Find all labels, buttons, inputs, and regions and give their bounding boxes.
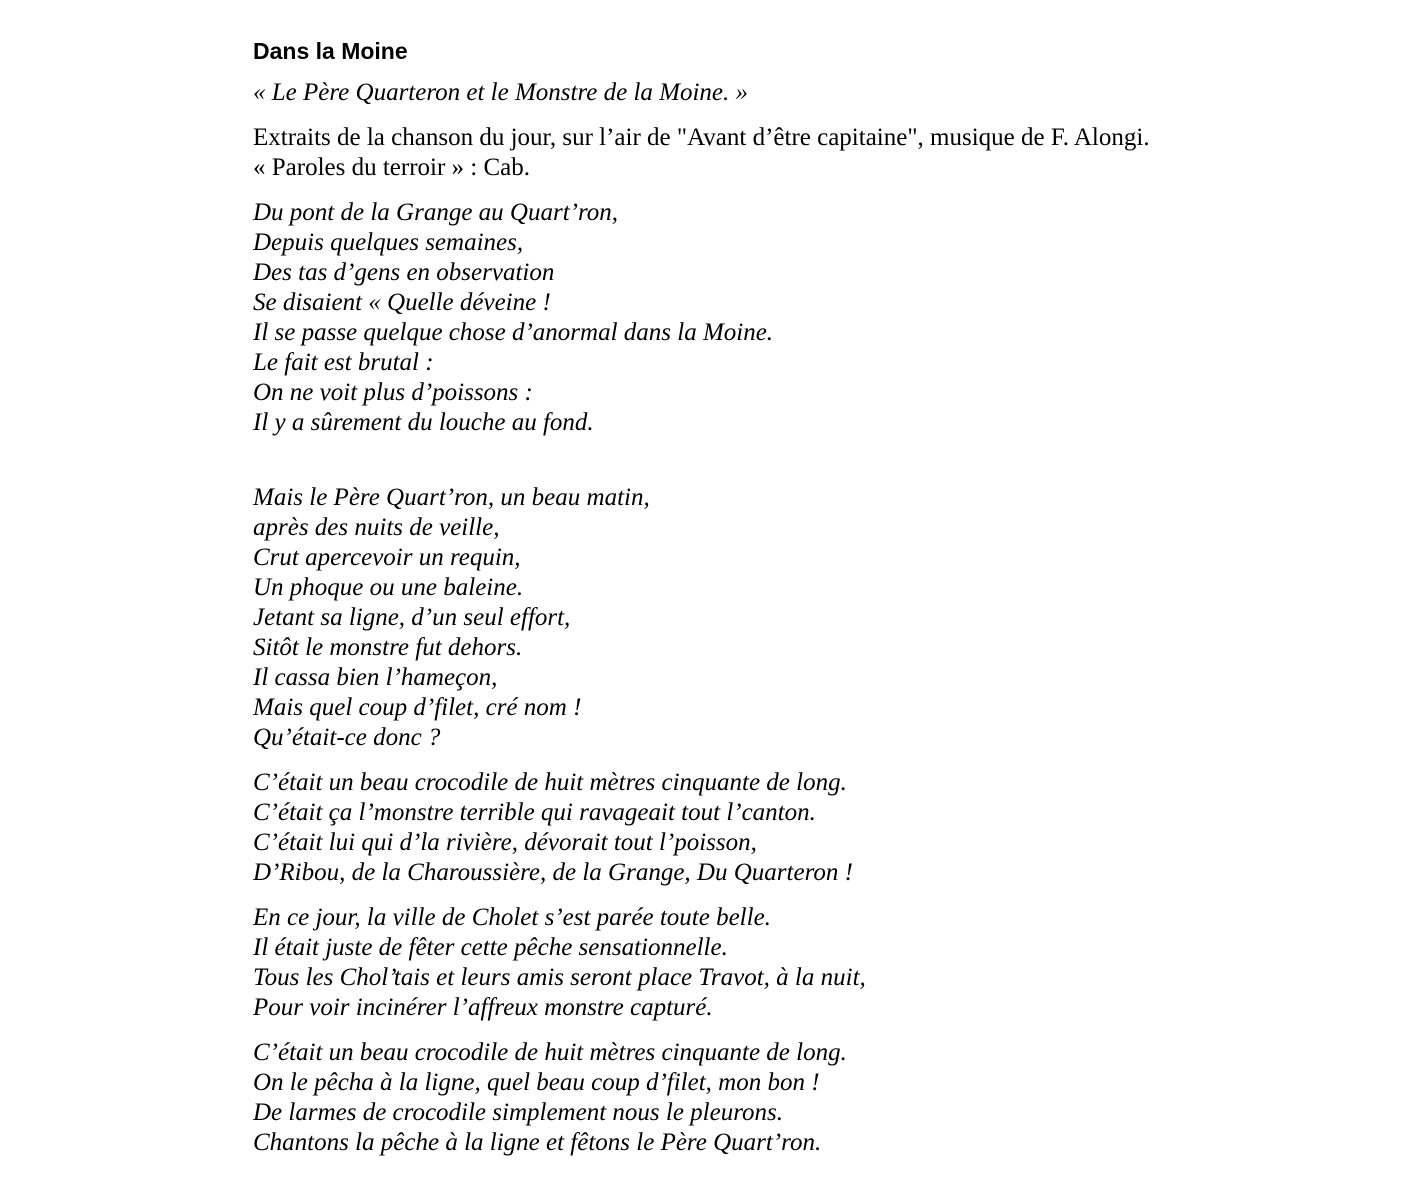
document-page [253,34,1373,1173]
intro-line: Extraits de la chanson du jour, sur l’air de "Avant d’être capitaine", musique de F. Alongi. [253,124,1150,151]
verse-line: Se disaient « Quelle déveine ! [253,289,551,316]
stanza-3 [253,768,1373,888]
verse-line: Des tas d’gens en observation [253,259,555,286]
verse-line: Tous les Chol’tais et leurs amis seront place Travot, à la nuit, [253,964,866,991]
verse-line: C’était ça l’monstre terrible qui ravageait tout l’canton. [253,799,816,826]
verse-line: Qu’était-ce donc ? [253,724,441,751]
verse-line: Depuis quelques semaines, [253,229,524,256]
verse-line: C’était lui qui d’la rivière, dévorait tout l’poisson, [253,829,757,856]
verse-line: Un phoque ou une baleine. [253,574,524,601]
verse-line: D’Ribou, de la Charoussière, de la Grange, Du Quarteron ! [253,859,853,886]
song-subtitle: « Le Père Quarteron et le Monstre de la Moine. » [253,79,749,106]
stanza-2 [253,483,1373,753]
intro-paragraph [253,123,1373,183]
stanza-5 [253,1038,1373,1158]
verse-line: Pour voir incinérer l’affreux monstre capturé. [253,994,713,1021]
verse-line: Jetant sa ligne, d’un seul effort, [253,604,571,631]
stanza-spacer [253,438,1373,468]
verse-line: Chantons la pêche à la ligne et fêtons le Père Quart’ron. [253,1129,822,1156]
verse-line: Il y a sûrement du louche au fond. [253,409,594,436]
verse-line: On le pêcha à la ligne, quel beau coup d’filet, mon bon ! [253,1069,820,1096]
page-title: Dans la Moine [253,38,408,64]
verse-line: On ne voit plus d’poissons : [253,379,533,406]
verse-line: De larmes de crocodile simplement nous le pleurons. [253,1099,783,1126]
verse-line: Le fait est brutal : [253,349,434,376]
verse-line: Il se passe quelque chose d’anormal dans la Moine. [253,319,774,346]
intro-line: « Paroles du terroir » : Cab. [253,154,531,181]
verse-line: En ce jour, la ville de Cholet s’est parée toute belle. [253,904,771,931]
verse-line: Mais quel coup d’filet, cré nom ! [253,694,582,721]
verse-line: C’était un beau crocodile de huit mètres cinquante de long. [253,769,847,796]
stanza-1 [253,198,1373,468]
verse-line: Il cassa bien l’hameçon, [253,664,498,691]
verse-line: Il était juste de fêter cette pêche sensationnelle. [253,934,728,961]
verse-line: Sitôt le monstre fut dehors. [253,634,523,661]
verse-line: Crut apercevoir un requin, [253,544,521,571]
verse-line: après des nuits de veille, [253,514,500,541]
verse-line: Du pont de la Grange au Quart’ron, [253,199,619,226]
verse-line: Mais le Père Quart’ron, un beau matin, [253,484,650,511]
verse-line: C’était un beau crocodile de huit mètres cinquante de long. [253,1039,847,1066]
stanza-4 [253,903,1373,1023]
